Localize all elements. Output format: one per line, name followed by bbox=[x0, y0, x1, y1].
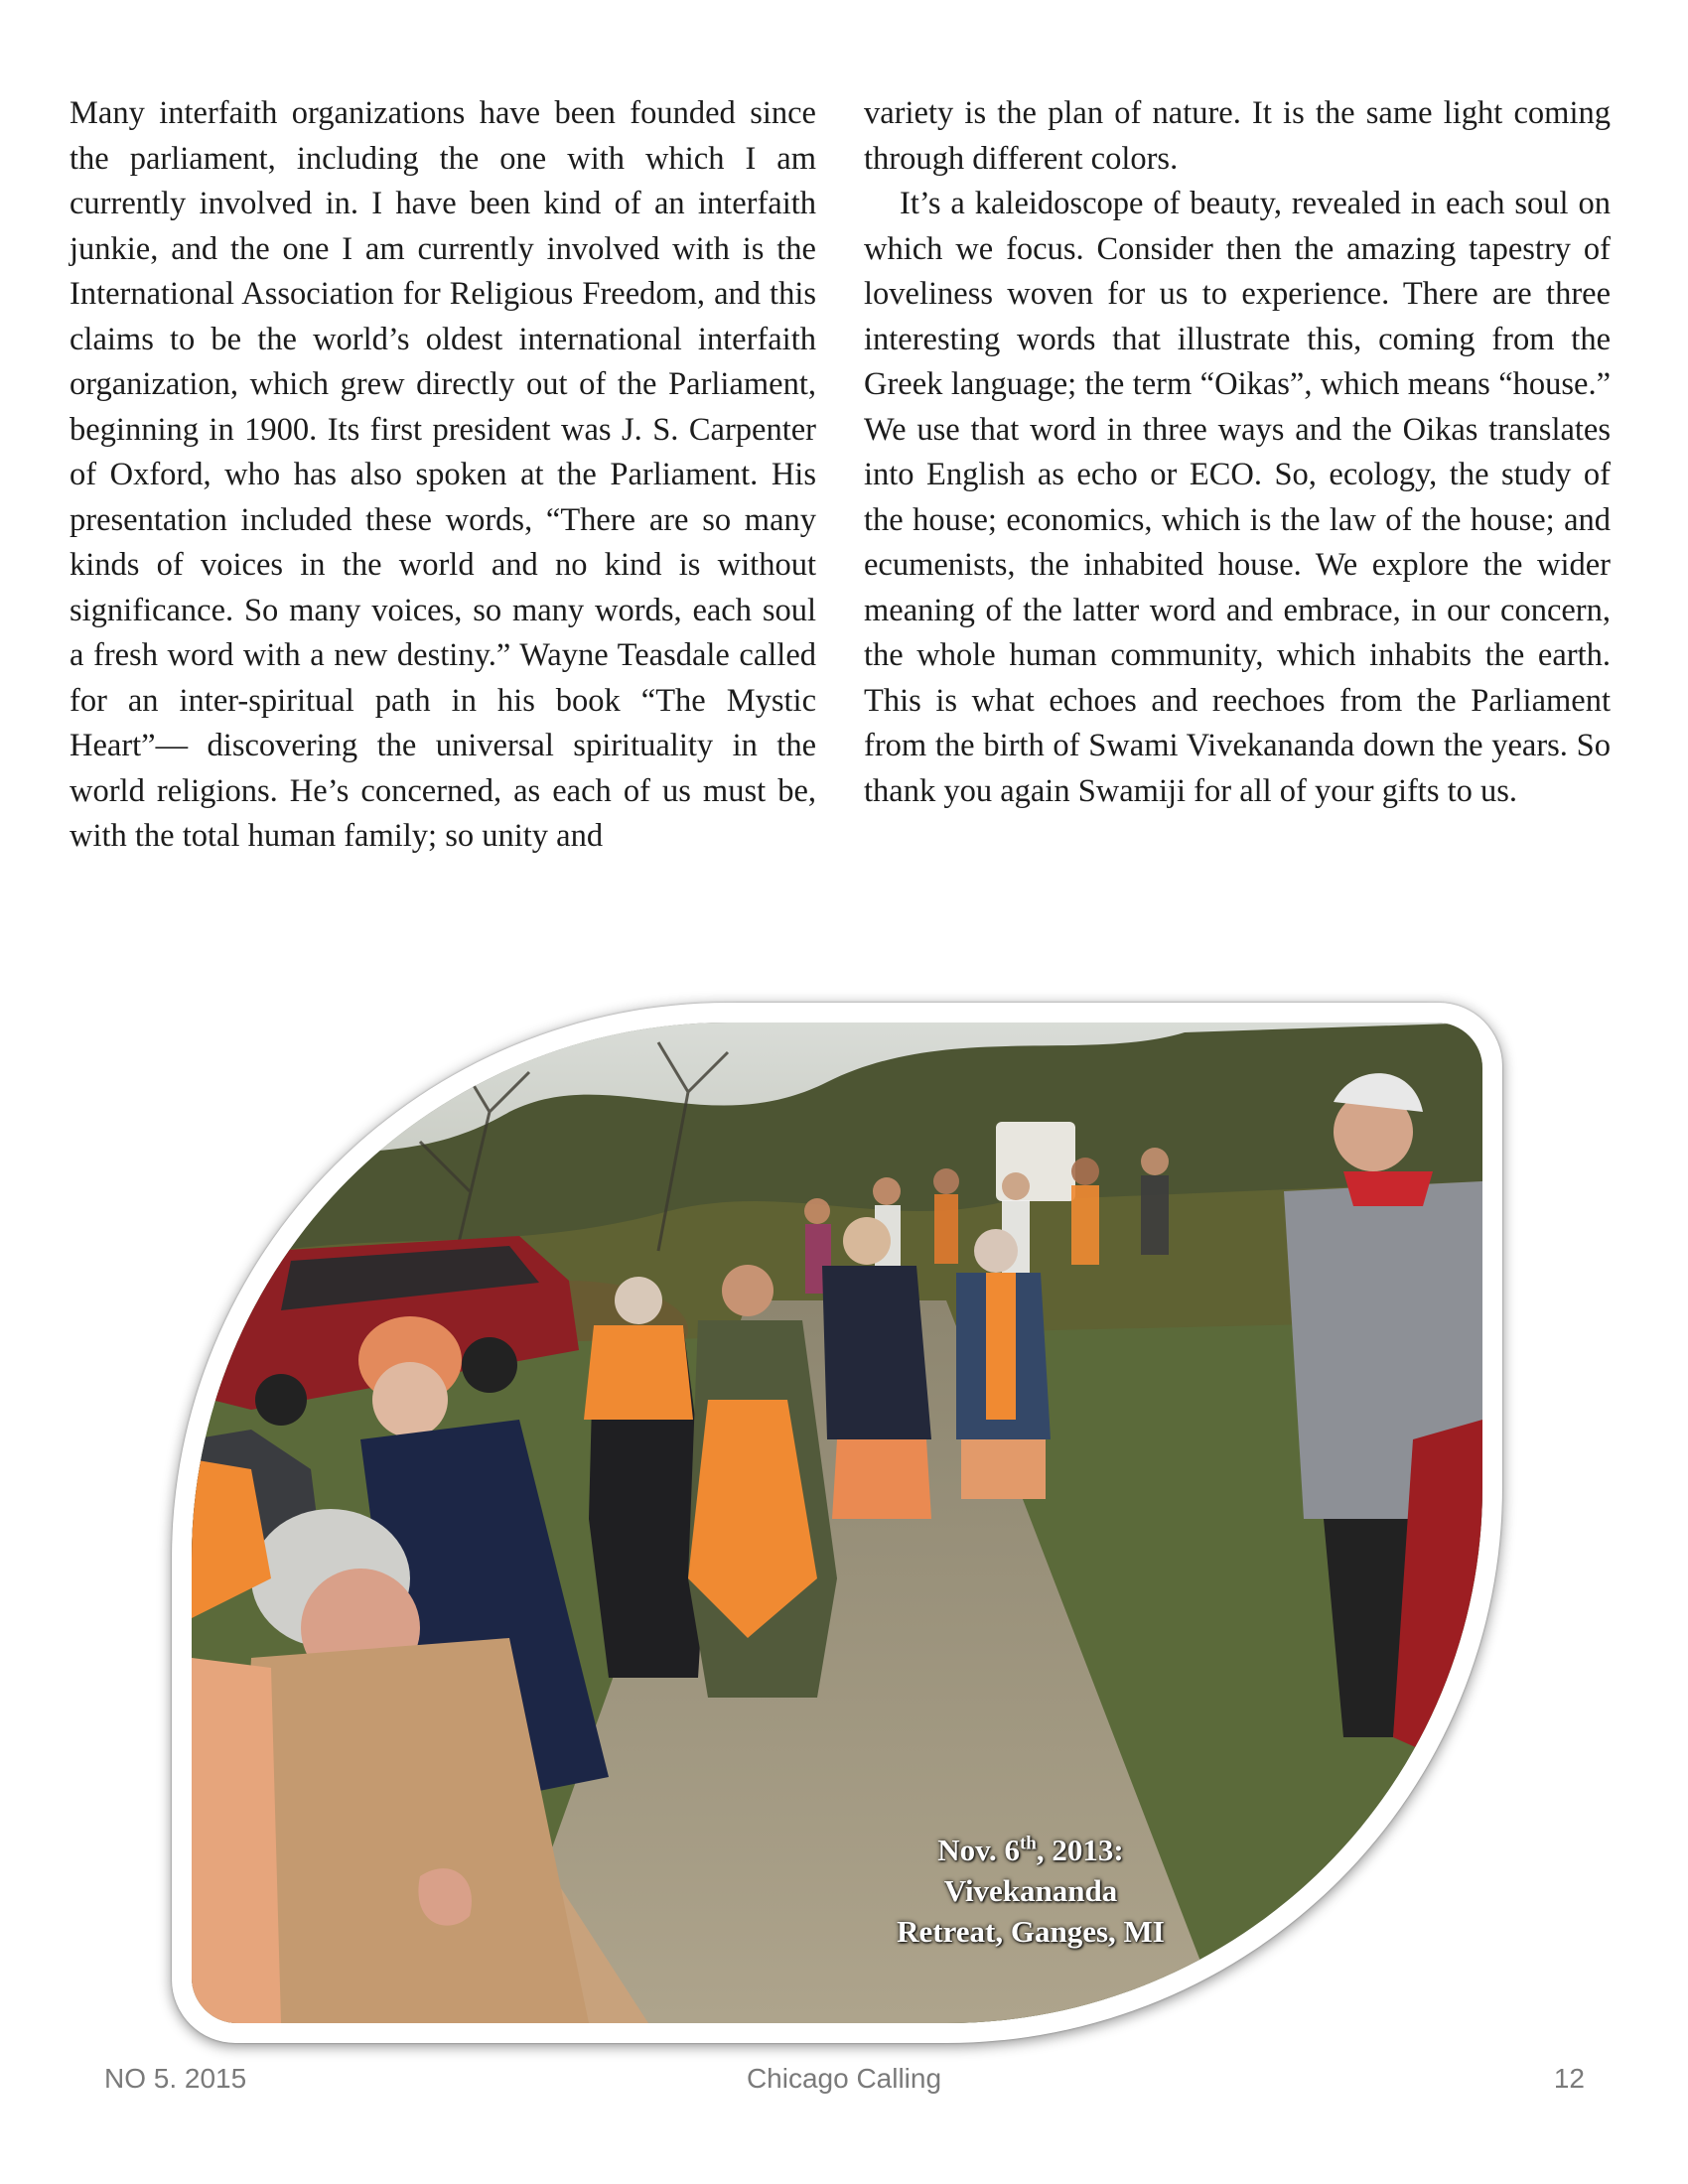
page-number: 12 bbox=[1553, 2063, 1585, 2094]
issue-number: NO 5. 2015 bbox=[104, 2063, 247, 2094]
caption-line-3: Retreat, Ganges, MI bbox=[897, 1914, 1165, 1949]
publication-title: Chicago Calling bbox=[746, 2063, 942, 2094]
paragraph: It’s a kaleidoscope of beauty, revealed in each soul on which we focus. Consider then the amazing tapestry of loveliness woven for us to experience. There are three interesting words that illustrate this, coming from the Greek language; the term “Oikas”, which means “house.” We use that word in three ways and the Oikas translates into English as echo or ECO. So, ecology, the study of the house; economics, which is the law of the house; and ecumenists, the inhabited house. We explore the wider meaning of the latter word and embrace, in our concern, the whole human community, which inhabits the earth. This is what echoes and reechoes from the Parliament from the birth of Swami Vivekananda down the years. So thank you again Swamiji for all of your gifts to us. bbox=[864, 186, 1611, 809]
page-footer bbox=[0, 2063, 1688, 2103]
caption-date: Nov. 6th, 2013: bbox=[937, 1833, 1124, 1867]
retreat-photo bbox=[192, 1023, 1482, 2023]
paragraph: variety is the plan of nature. It is the same light coming through different colors. bbox=[864, 95, 1611, 177]
paragraph: Many interfaith organizations have been founded since the parliament, including the one with which I am currently involved in. I have been kind of an interfaith junkie, and the one I am currently involved with is the International Association for Religious Freedom, and this claims to be the world’s oldest international interfaith organization, which grew directly out of the Parliament, beginning in 1900. Its first president was J. S. Carpenter of Oxford, who has also spoken at the Parliament. His presentation included these words, “There are so many kinds of voices in the world and no kind is without significance. So many voices, so many words, each soul a fresh word with a new destiny.” Wayne Teasdale called for an inter-spiritual path in his book “The Mystic Heart”— discovering the universal spirituality in the world religions. He’s concerned, as each of us must be, with the total human family; so unity and bbox=[70, 95, 816, 854]
article-left-column bbox=[70, 91, 816, 860]
photo-illustration bbox=[192, 1023, 1482, 2023]
article-right-column bbox=[864, 91, 1611, 814]
photo-caption bbox=[867, 1830, 1195, 1952]
photo-frame bbox=[172, 1003, 1502, 2043]
caption-line-2: Vivekananda bbox=[943, 1873, 1118, 1908]
